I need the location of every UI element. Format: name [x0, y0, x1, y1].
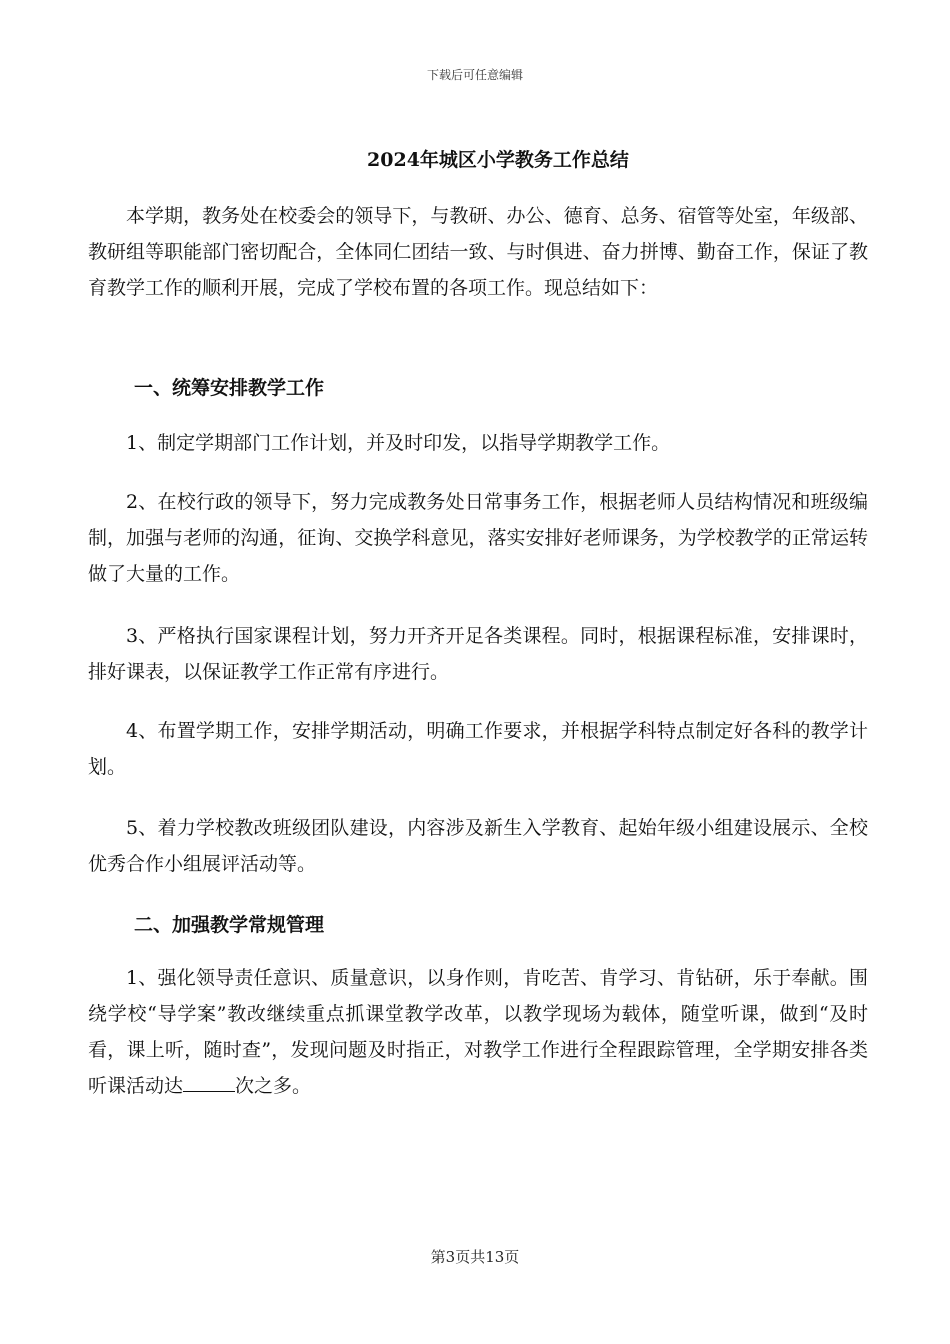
- section-2-paragraph-1-ending: 次之多。: [235, 1075, 312, 1097]
- section-1-paragraph-2-block: [88, 484, 868, 592]
- section-heading-1: 一、统筹安排教学工作: [134, 377, 325, 399]
- fill-in-blank: [183, 1071, 235, 1092]
- intro-paragraph-block: [88, 198, 868, 306]
- section-1-paragraph-2: 2、在校行政的领导下，努力完成教务处日常事务工作，根据老师人员结构情况和班级编制，加强与老师的沟通，征询、交换学科意见，落实安排好老师课务，为学校教学的正常运转做了大量的工作。: [88, 491, 868, 585]
- header-note: 下载后可任意编辑: [426, 68, 523, 82]
- page-number-footer: 第3页共13页: [430, 1248, 520, 1266]
- section-2-paragraph-1-text: 1、强化领导责任意识、质量意识，以身作则，肯吃苦、肯学习、肯钻研，乐于奉献。围绕学校“导学案”教改继续重点抓课堂教学改革，以教学现场为载体，随堂听课，做到“及时看，课上听，随时查”，发现问题及时指正，对教学工作进行全程跟踪管理，全学期安排各类听课活动达: [88, 967, 868, 1097]
- section-heading-2: 二、加强教学常规管理: [134, 914, 325, 936]
- section-1-paragraph-5-block: [88, 810, 868, 882]
- section-1-paragraph-1-block: [88, 425, 868, 461]
- intro-paragraph: 本学期，教务处在校委会的领导下，与教研、办公、德育、总务、宿管等处室，年级部、教研组等职能部门密切配合，全体同仁团结一致、与时俱进、奋力拼博、勤奋工作，保证了教育教学工作的顺利开展，完成了学校布置的各项工作。现总结如下：: [88, 205, 868, 299]
- section-2-paragraph-1: [88, 960, 868, 1104]
- section-1-paragraph-1: 1、制定学期部门工作计划，并及时印发，以指导学期教学工作。: [126, 432, 671, 454]
- section-1-paragraph-5: 5、着力学校教改班级团队建设，内容涉及新生入学教育、起始年级小组建设展示、全校优秀合作小组展评活动等。: [88, 817, 868, 875]
- document-title: 2024年城区小学教务工作总结: [367, 149, 629, 171]
- section-1-paragraph-4: 4、布置学期工作，安排学期活动，明确工作要求，并根据学科特点制定好各科的教学计划。: [88, 720, 868, 778]
- section-2-paragraph-1-block: [88, 960, 868, 1104]
- section-1-paragraph-3: 3、严格执行国家课程计划，努力开齐开足各类课程。同时，根据课程标准，安排课时，排好课表，以保证教学工作正常有序进行。: [88, 625, 868, 683]
- section-1-paragraph-4-block: [88, 713, 868, 785]
- section-1-paragraph-3-block: [88, 618, 868, 690]
